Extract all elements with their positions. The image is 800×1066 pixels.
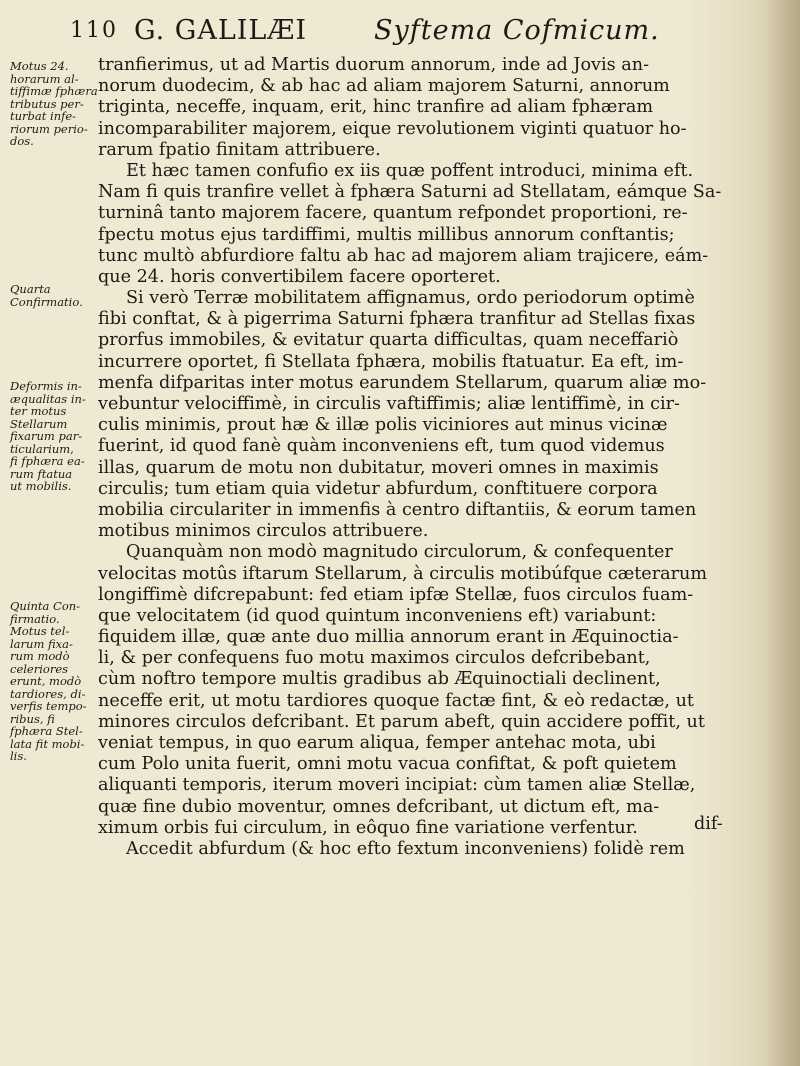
text-line: tunc multò abfurdiore faltu ab hac ad majorem aliam trajicere, eám- xyxy=(98,245,709,266)
text-line: fpectu motus ejus tardiffimi, multis millibus annorum conftantis; xyxy=(98,224,675,245)
text-line: incurrere oportet, fi Stellata fphæra, mobilis ftatuatur. Ea eft, im- xyxy=(98,351,684,372)
running-head-author: G. GALILÆI xyxy=(134,14,308,46)
page-edge-shadow xyxy=(764,0,800,1066)
text-line: motibus minimos circulos attribuere. xyxy=(98,521,429,542)
main-text xyxy=(98,55,758,860)
text-line: vebuntur velociffimè, in circulis vaftiffimis; aliæ lentiffimè, in cir- xyxy=(98,394,680,414)
text-line: Si verò Terræ mobilitatem affignamus, ordo periodorum optimè xyxy=(126,288,695,309)
margin-note: Quarta Confirmatio. xyxy=(10,282,83,309)
text-line: Accedit abfurdum (& hoc efto fextum inconveniens) folidè rem xyxy=(126,838,685,859)
text-line: cùm noftro tempore multis gradibus ab Æquinoctiali declinent, xyxy=(98,669,661,690)
text-line: que velocitatem (id quod quintum inconveniens eft) variabunt: xyxy=(98,605,657,626)
text-line: longiffimè difcrepabunt: fed etiam ipfæ Stellæ, fuos circulos fuam- xyxy=(98,584,694,605)
margin-note: Quinta Con- firmatio. Motus tel- larum fixa- rum modò celeriores erunt, modò tardiores, di- verfis tempo- ribus, fi fphæra Stel- lata fit mobi- lis. xyxy=(10,599,87,763)
text-line: illas, quarum de motu non dubitatur, moveri omnes in maximis xyxy=(98,457,659,478)
text-line: veniat tempus, in quo earum aliqua, femper antehac mota, ubi xyxy=(98,733,656,753)
text-line: incomparabiliter majorem, eique revolutionem viginti quatuor ho- xyxy=(98,118,687,139)
text-line: aliquanti temporis, iterum moveri incipiat: cùm tamen aliæ Stellæ, xyxy=(98,775,696,796)
page-number: 110 xyxy=(70,17,118,43)
text-line: li, & per confequens fuo motu maximos circulos defcribebant, xyxy=(98,648,651,669)
text-line: menfa difparitas inter motus earundem Stellarum, quarum aliæ mo- xyxy=(98,372,707,393)
text-line: fuerint, id quod fanè quàm inconveniens eft, tum quod videmus xyxy=(98,436,665,457)
catchword: dif- xyxy=(694,814,723,834)
text-line: turninâ tanto majorem facere, quantum refpondet proportioni, re- xyxy=(98,203,688,224)
text-line: quæ fine dubio moventur, omnes defcribant, ut dictum eft, ma- xyxy=(98,796,660,817)
text-line: Et hæc tamen confufio ex iis quæ poffent introduci, minima eft. xyxy=(126,160,694,181)
text-line: norum duodecim, & ab hac ad aliam majorem Saturni, annorum xyxy=(98,76,670,97)
text-line: culis minimis, prout hæ & illæ polis viciniores aut minus vicinæ xyxy=(98,415,668,436)
text-line: que 24. horis convertibilem facere oporteret. xyxy=(98,266,501,287)
text-line: fibi conftat, & à pigerrima Saturni fphæra tranfitur ad Stellas fixas xyxy=(98,309,696,330)
running-head-title: Syftema Cofmicum. xyxy=(374,14,660,46)
text-line: fiquidem illæ, quæ ante duo millia annorum erant in Æquinoctia- xyxy=(98,627,679,648)
margin-note: Deformis in- æqualitas in- ter motus Stellarum fixarum par- ticularium, fi fphæra ea- rum ftatua ut mobilis. xyxy=(10,379,86,493)
text-line: triginta, neceffe, inquam, erit, hinc tranfire ad aliam fphæram xyxy=(98,97,654,118)
text-line: prorfus immobiles, & evitatur quarta difficultas, quam neceffariò xyxy=(98,330,679,351)
text-line: Quanquàm non modò magnitudo circulorum, & confequenter xyxy=(126,542,673,563)
text-line: tranfierimus, ut ad Martis duorum annorum, inde ad Jovis an- xyxy=(98,55,650,75)
text-line: velocitas motûs iftarum Stellarum, à circulis motibúfque cæterarum xyxy=(98,563,708,584)
text-line: Nam fi quis tranfire vellet à fphæra Saturni ad Stellatam, eámque Sa- xyxy=(98,182,722,203)
text-line: circulis; tum etiam quia videtur abfurdum, conftituere corpora xyxy=(98,478,658,499)
text-line: mobilia circulariter in immenfis à centro diftantiis, & eorum tamen xyxy=(98,499,697,520)
text-line: neceffe erit, ut motu tardiores quoque factæ fint, & eò redactæ, ut xyxy=(98,690,695,711)
running-header xyxy=(70,12,750,48)
text-line: minores circulos defcribant. Et parum abeft, quin accidere poffit, ut xyxy=(98,711,705,732)
text-line: ximum orbis fui circulum, in eôquo fine variatione verfentur. xyxy=(98,817,638,838)
text-line: rarum fpatio finitam attribuere. xyxy=(98,139,381,160)
text-line: cum Polo unita fuerit, omni motu vacua confiftat, & poft quietem xyxy=(98,754,677,775)
margin-note: Motus 24. horarum al- tiffimæ fphæra tributus per- turbat infe- riorum perio- dos. xyxy=(10,59,98,148)
